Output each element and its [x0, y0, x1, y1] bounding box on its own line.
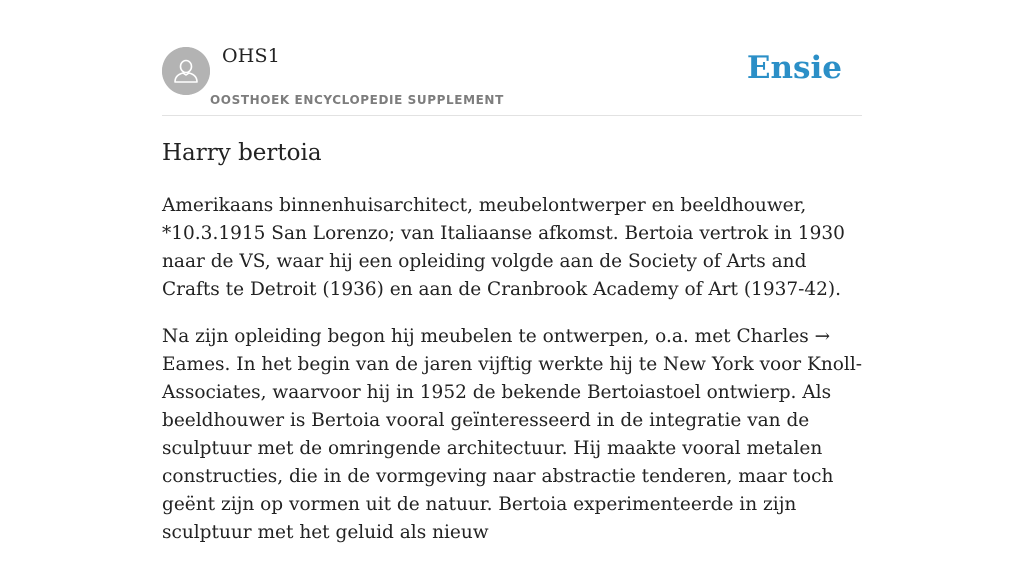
author-name[interactable]: OHS1	[222, 45, 281, 67]
header	[162, 0, 862, 116]
brand-logo[interactable]: Ensie	[746, 50, 842, 86]
source-label[interactable]: OOSTHOEK ENCYCLOPEDIE SUPPLEMENT	[210, 93, 504, 107]
content-container	[162, 0, 862, 543]
article-body	[162, 192, 862, 566]
user-silhouette-icon	[162, 47, 210, 95]
article-paragraph: Na zijn opleiding begon hij meubelen te ontwerpen, o.a. met Charles → Eames. In het begin van de jaren vijftig werkte hij te New York voor Knoll-Associates, waarvoor hij in 1952 de bekende Bertoiastoel ontwierp. Als beeldhouwer is Bertoia vooral geïnteresseerd in de integratie van de sculptuur met de omringende architectuur. Hij maakte vooral metalen constructies, die in de vormgeving naar abstractie tenderen, maar toch geënt zijn op vormen uit de natuur. Bertoia experimenteerde in zijn sculptuur met het geluid als nieuw	[162, 326, 862, 543]
article-paragraph: Amerikaans binnenhuisarchitect, meubelontwerper en beeldhouwer, *10.3.1915 San Lorenzo; van Italiaanse afkomst. Bertoia vertrok in 1930 naar de VS, waar hij een opleiding volgde aan de Society of Arts and Crafts te Detroit (1936) en aan de Cranbrook Academy of Art (1937-42).	[162, 195, 845, 300]
author-avatar[interactable]	[162, 47, 210, 95]
article-title: Harry bertoia	[162, 140, 322, 166]
